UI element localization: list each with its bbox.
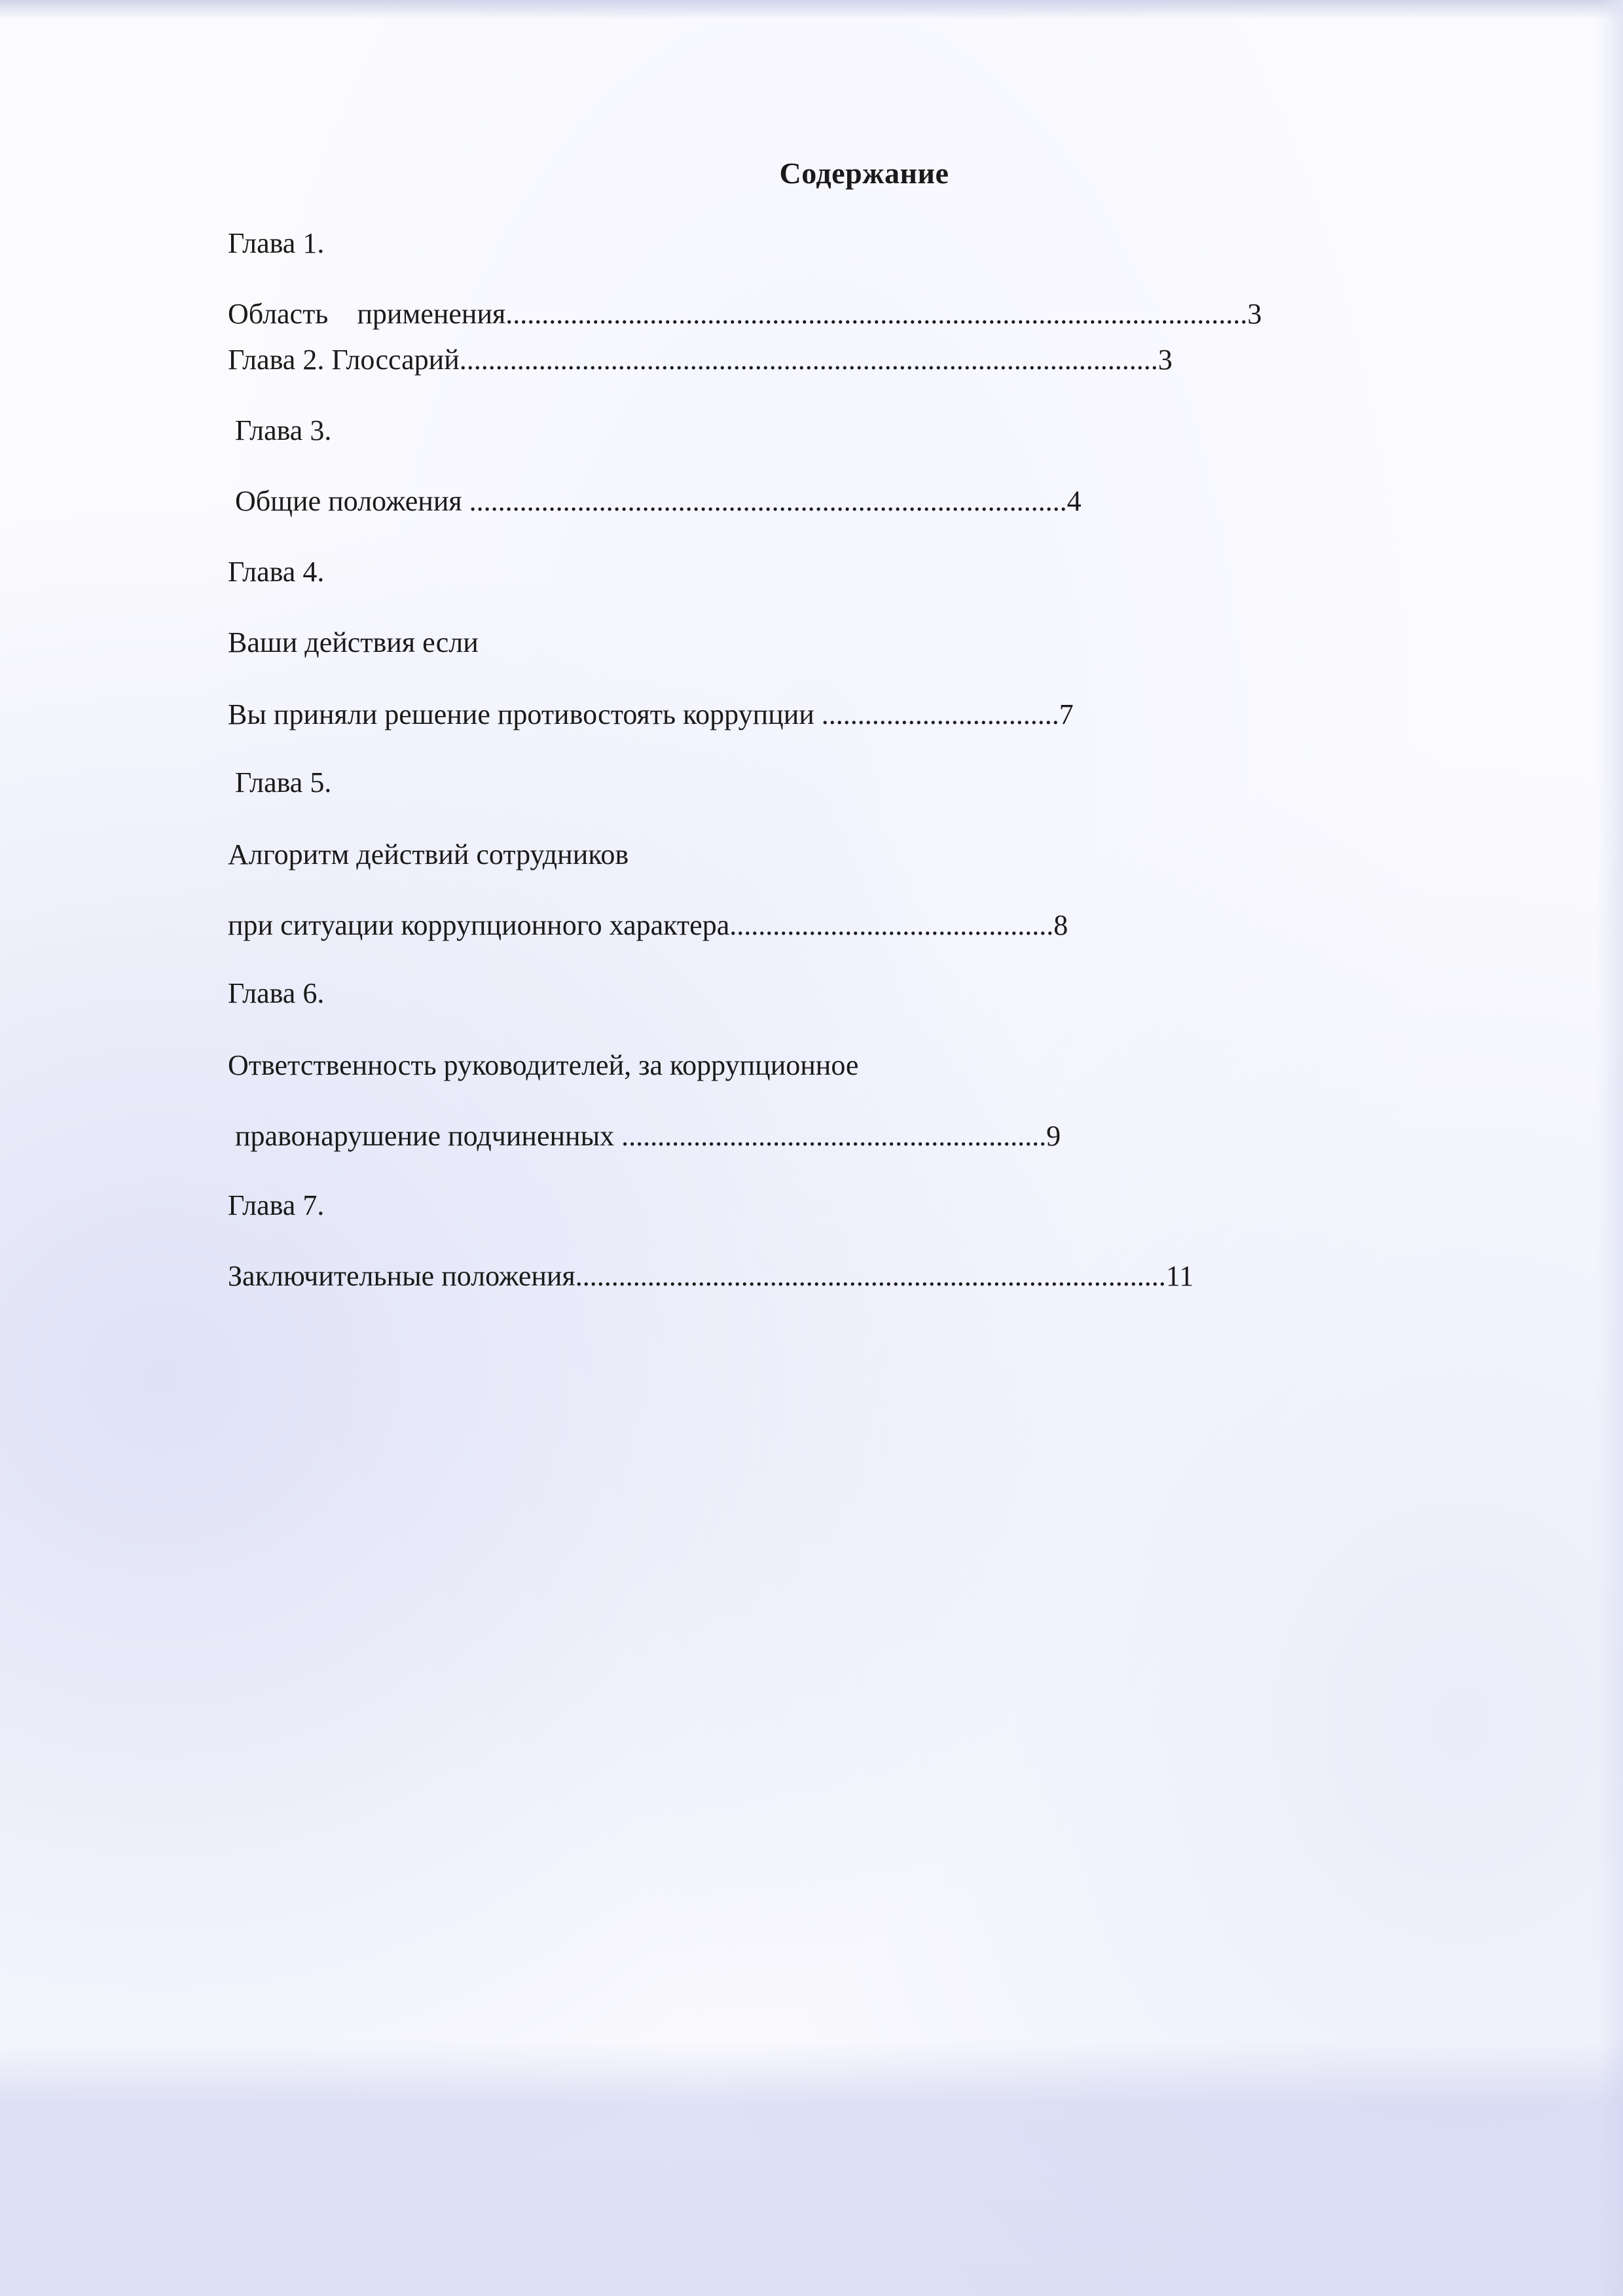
toc-chapter-2-entry: Глава 2. Глоссарий.................................................................................................3	[228, 344, 1173, 376]
toc-chapter-7-entry: Заключительные положения..................................................................................11	[228, 1260, 1194, 1292]
scan-shadow-right	[1597, 0, 1623, 2296]
toc-chapter-6-subtitle: Ответственность руководителей, за коррупционное	[228, 1049, 859, 1081]
scan-shadow-bottom	[0, 2041, 1623, 2296]
toc-chapter-4-heading: Глава 4.	[228, 556, 325, 588]
toc-chapter-1-entry: Область применения.......................................................................................................3	[228, 298, 1262, 330]
toc-chapter-5-entry: при ситуации коррупционного характера.............................................8	[228, 909, 1068, 941]
toc-chapter-3-entry: Общие положения ...................................................................................4	[228, 485, 1082, 517]
toc-chapter-6-entry: правонарушение подчиненных ...........................................................9	[228, 1120, 1061, 1152]
scan-shadow-top	[0, 0, 1623, 20]
toc-chapter-7-heading: Глава 7.	[228, 1189, 325, 1221]
toc-chapter-6-heading: Глава 6.	[228, 977, 325, 1009]
toc-chapter-5-heading: Глава 5.	[228, 766, 332, 798]
toc-chapter-3-heading: Глава 3.	[228, 414, 332, 446]
toc-chapter-4-entry: Вы приняли решение противостоять коррупции .................................7	[228, 698, 1074, 730]
toc-chapter-4-subtitle: Ваши действия если	[228, 626, 479, 658]
toc-chapter-5-subtitle: Алгоритм действий сотрудников	[228, 838, 629, 870]
page-title: Содержание	[779, 156, 949, 190]
toc-chapter-1-heading: Глава 1.	[228, 227, 325, 259]
